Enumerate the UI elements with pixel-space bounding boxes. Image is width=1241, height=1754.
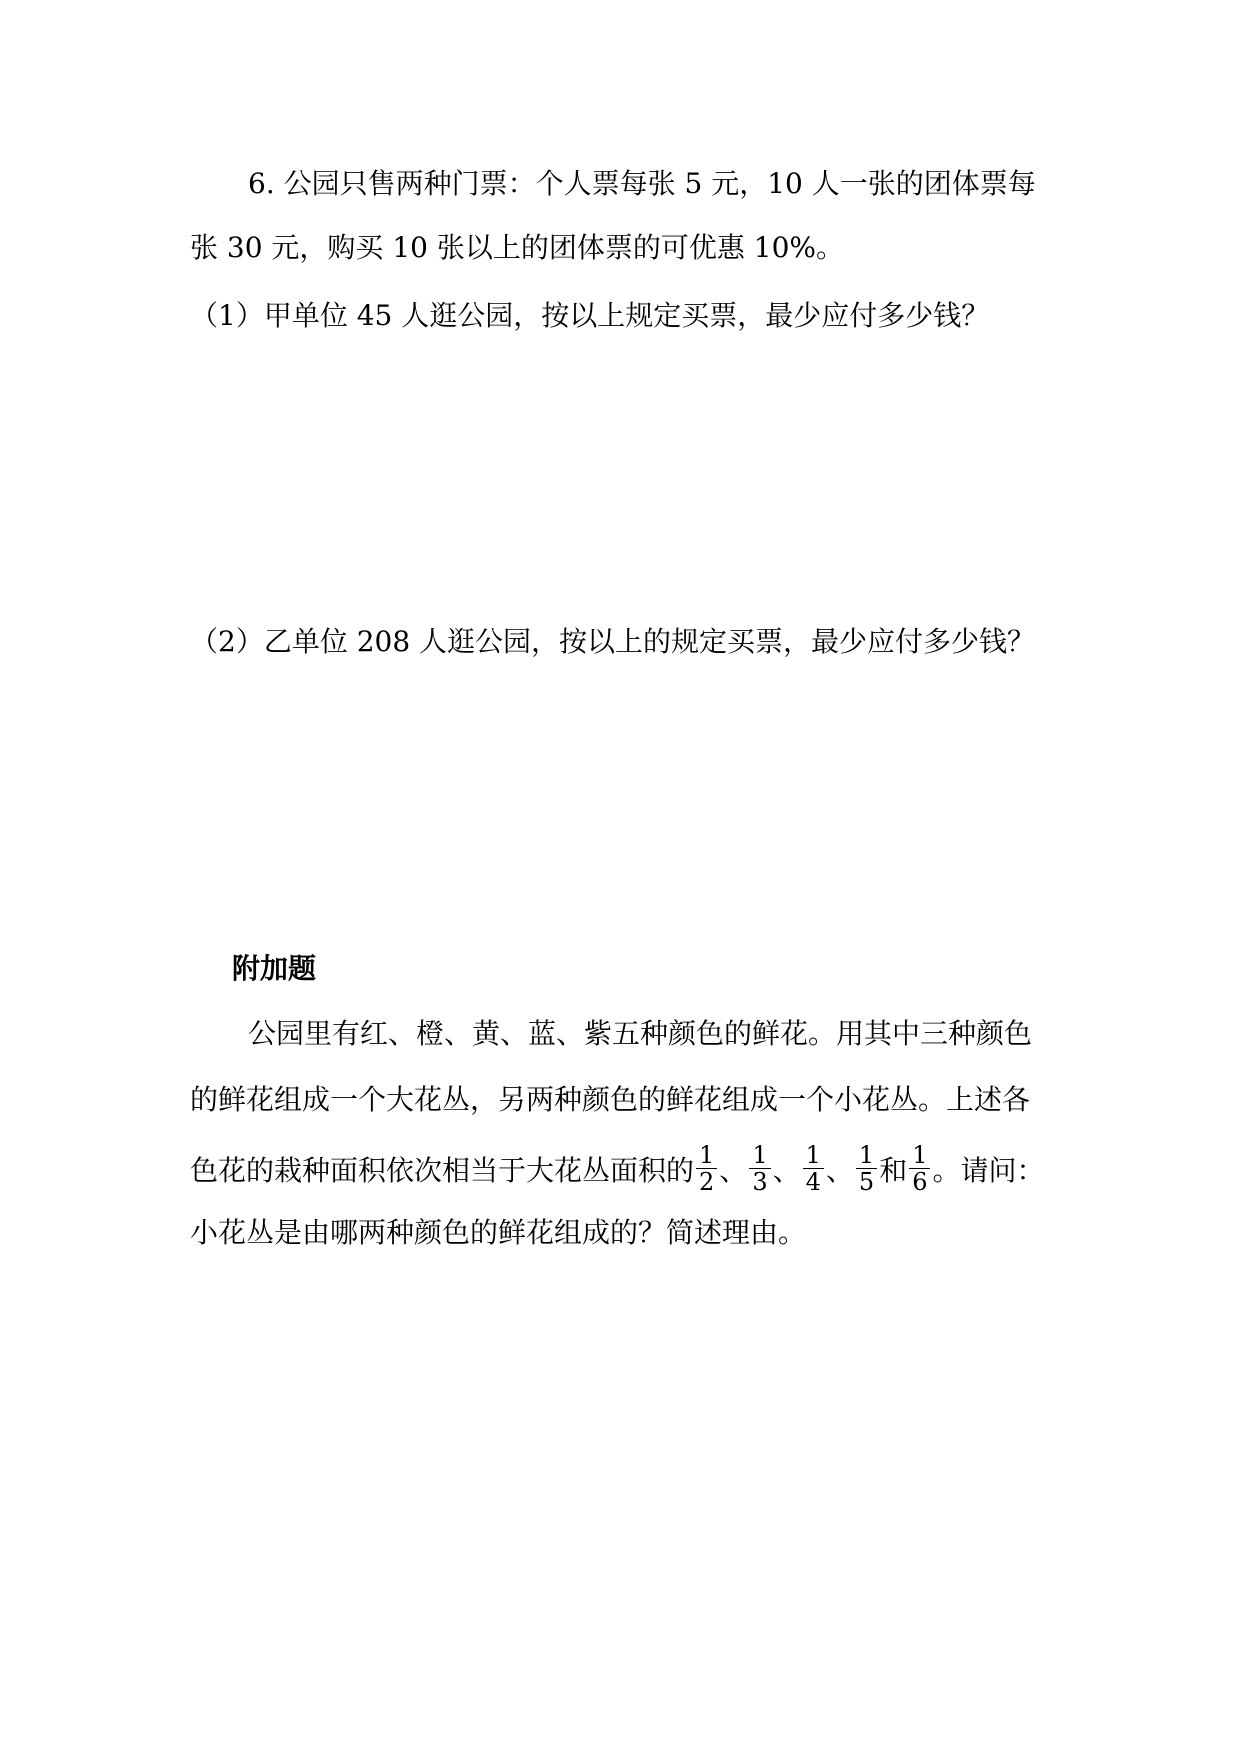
fraction-denominator: 3	[752, 1168, 768, 1196]
problem-6-question-1: （1）甲单位 45 人逛公园，按以上规定买票，最少应付多少钱？	[190, 299, 990, 332]
bonus-line-3-prefix: 色花的栽种面积依次相当于大花丛面积的	[190, 1154, 695, 1187]
bonus-heading: 附加题	[232, 952, 317, 985]
separator: 、	[825, 1154, 854, 1187]
bonus-line-3-suffix: 。请问：	[932, 1154, 1045, 1187]
and-word: 和	[879, 1154, 908, 1187]
problem-6-line-1: 6. 公园只售两种门票：个人票每张 5 元，10 人一张的团体票每	[248, 167, 1036, 200]
fraction-1-6	[909, 1142, 930, 1195]
fraction-denominator: 6	[912, 1168, 928, 1196]
fraction-numerator: 1	[749, 1142, 770, 1169]
fraction-1-4	[803, 1142, 824, 1195]
fraction-numerator: 1	[803, 1142, 824, 1169]
problem-6-line-2: 张 30 元，购买 10 张以上的团体票的可优惠 10%。	[190, 231, 844, 264]
bonus-line-1: 公园里有红、橙、黄、蓝、紫五种颜色的鲜花。用其中三种颜色	[248, 1017, 1033, 1050]
fraction-denominator: 4	[805, 1168, 821, 1196]
fraction-1-5	[856, 1142, 877, 1195]
fraction-1-3	[749, 1142, 770, 1195]
fraction-numerator: 1	[856, 1142, 877, 1169]
fraction-denominator: 2	[699, 1168, 715, 1196]
fraction-numerator: 1	[909, 1142, 930, 1169]
separator: 、	[719, 1154, 748, 1187]
fraction-1-2	[696, 1142, 717, 1195]
fraction-numerator: 1	[696, 1142, 717, 1169]
fraction-denominator: 5	[858, 1168, 875, 1196]
problem-6-question-2: （2）乙单位 208 人逛公园，按以上的规定买票，最少应付多少钱？	[190, 625, 1036, 658]
bonus-line-2: 的鲜花组成一个大花丛，另两种颜色的鲜花组成一个小花丛。上述各	[190, 1083, 1031, 1116]
bonus-line-3	[190, 1141, 1045, 1199]
separator: 、	[772, 1154, 801, 1187]
bonus-line-4: 小花丛是由哪两种颜色的鲜花组成的？简述理由。	[190, 1216, 807, 1249]
